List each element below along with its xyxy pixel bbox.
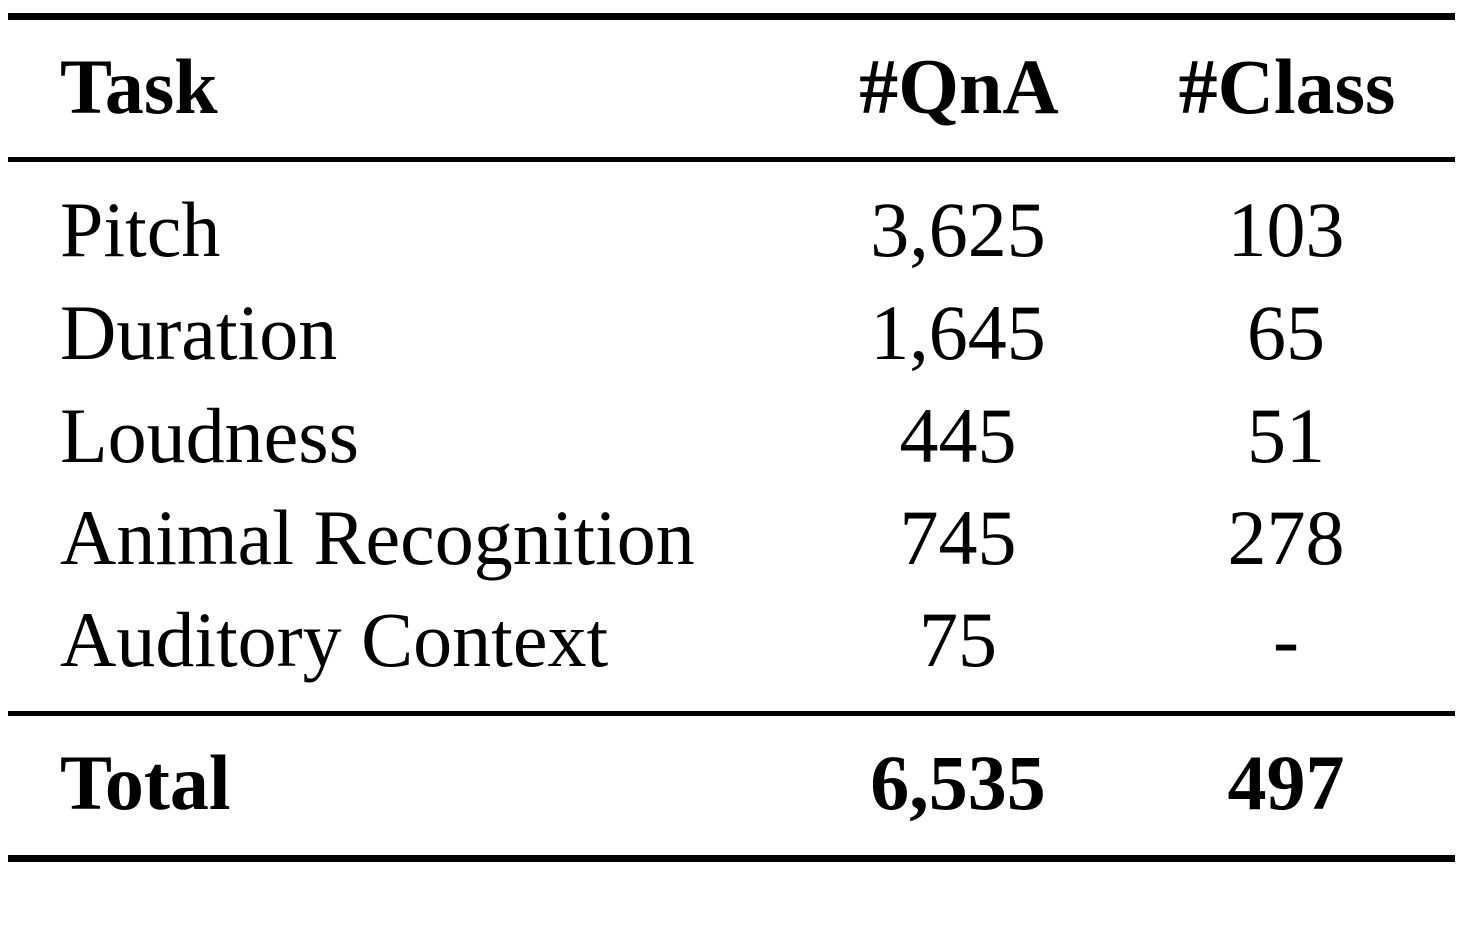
task-name: Animal Recognition: [60, 494, 695, 581]
total-class: 497: [1227, 739, 1345, 826]
class-count: -: [1273, 596, 1299, 683]
table-row: [0, 178, 1470, 282]
task-name: Pitch: [60, 186, 221, 273]
task-name: Auditory Context: [60, 596, 609, 683]
header-class: #Class: [1178, 43, 1396, 130]
table-row: [0, 384, 1470, 488]
top-rule: [8, 13, 1455, 20]
header-row: [0, 35, 1470, 139]
qna-count: 745: [899, 494, 1017, 581]
total-qna: 6,535: [870, 739, 1046, 826]
class-count: 51: [1247, 392, 1325, 479]
class-count: 278: [1227, 494, 1345, 581]
table-row: [0, 486, 1470, 590]
bottom-rule: [8, 855, 1455, 862]
qna-count: 1,645: [870, 289, 1046, 376]
qna-count: 75: [919, 596, 997, 683]
qna-count: 3,625: [870, 186, 1046, 273]
table-row: [0, 281, 1470, 385]
task-name: Duration: [60, 289, 338, 376]
table-row: [0, 588, 1470, 692]
total-rule: [8, 711, 1455, 716]
total-row: [0, 731, 1470, 835]
qna-count: 445: [899, 392, 1017, 479]
total-label: Total: [60, 739, 231, 826]
class-count: 103: [1227, 186, 1345, 273]
header-task: Task: [60, 43, 218, 130]
task-name: Loudness: [60, 392, 359, 479]
header-rule: [8, 157, 1455, 162]
header-qna: #QnA: [859, 43, 1059, 130]
class-count: 65: [1247, 289, 1325, 376]
